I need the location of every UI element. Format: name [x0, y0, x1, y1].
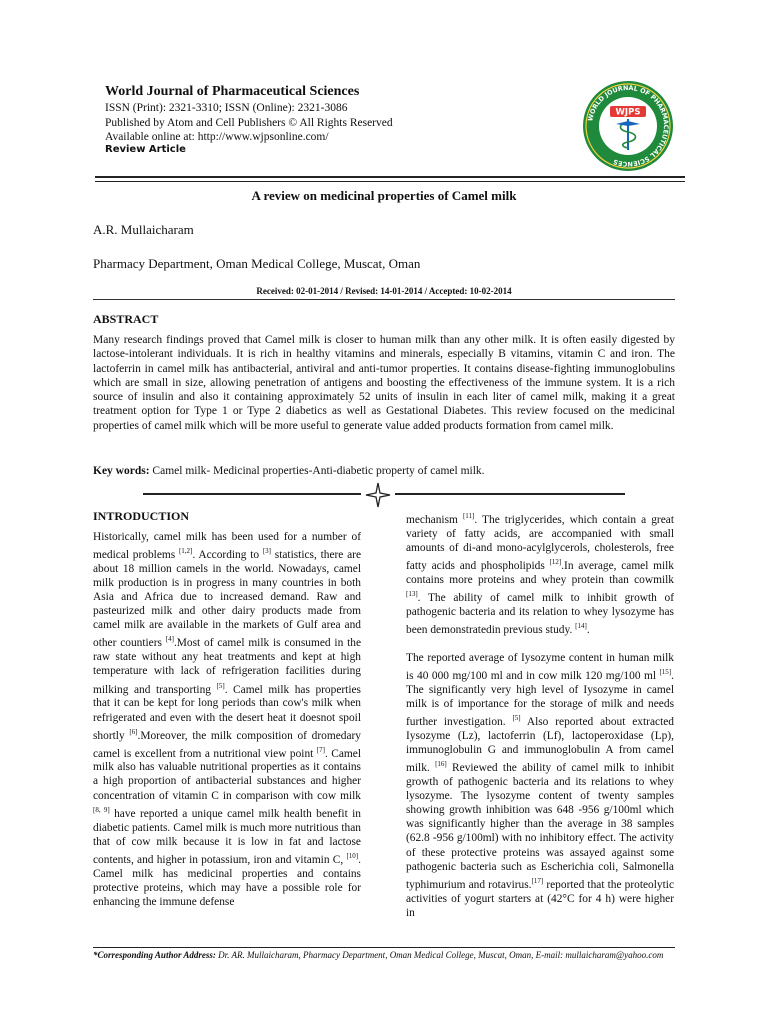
affiliation: Pharmacy Department, Oman Medical College, Muscat, Oman [93, 256, 421, 271]
paper-title: A review on medicinal properties of Camel milk [251, 188, 517, 203]
citation-marker: [16] [435, 760, 447, 769]
introduction-heading: INTRODUCTION [93, 509, 190, 523]
keywords [93, 465, 485, 477]
article-dates: Received: 02-01-2014 / Revised: 14-01-2014 / Accepted: 10-02-2014 [256, 286, 512, 296]
star-ornament-icon [365, 482, 391, 508]
article-type: Review Article [105, 144, 186, 155]
keywords-label: Key words: [93, 465, 150, 477]
citation-marker: [7] [316, 745, 325, 754]
journal-logo [582, 80, 674, 172]
footnote-text: Dr. AR. Mullaicharam, Pharmacy Department, Oman Medical College, Muscat, Oman, E-mail: mullaicharam@yahoo.com [218, 950, 664, 960]
logo-ring-text: WORLD JOURNAL OF PHARMACEUTICAL SCIENCES [586, 83, 671, 169]
citation-marker: [17] [531, 876, 544, 885]
header-rule-thin [95, 181, 685, 182]
journal-title: World Journal of Pharmaceutical Sciences [105, 84, 360, 99]
availability-line: Available online at: http://www.wjpsonline.com/ [105, 131, 329, 143]
ornament-line-right [395, 493, 625, 495]
footnote-rule [93, 947, 675, 948]
publisher-line: Published by Atom and Cell Publishers © All Rights Reserved [105, 117, 393, 129]
citation-marker: [11] [462, 512, 475, 520]
citation-marker: [4] [165, 635, 174, 644]
abstract-text: Many research findings proved that Camel milk is closer to human milk than any other milk. It is often easily digested by lactose-intolerant individuals. It is rich in healthy vitamins and minerals, especially B vitamins, vitamin C and iron. The lactoferrin in camel milk has antibacterial, antiviral and anti-tumor properties. It contains disease-fighting immunoglobulins which are small in size, allowing penetration of antigens and boosting the effectiveness of the immune system. It is a rich source of insulin and also it containing approximately 52 units of insulin in each liter of camel milk, making it a great treatment option for Type 1 or Type 2 diabetics as well as Gestational Diabetes. This review focused on the medicinal properties of camel milk which will be more useful to generate value added products formation from camel milk. [93, 334, 675, 432]
citation-marker: [12] [549, 558, 562, 567]
issn-line: ISSN (Print): 2321-3310; ISSN (Online): 2321-3086 [105, 102, 348, 114]
header-rule [95, 176, 685, 178]
intro-right-paragraph-2: The reported average of Iysozyme content in human milk is 40 000 mg/100 ml and in cow milk 120 mg/100 ml [15]. The significantly very high level of Iysozyme in camel milk is of importance for the storage of milk and needs further investigation. [5] Also reported about extracted Iysozyme (Lz), lactoferrin (Lf), lactoperoxidase (Lp), immunoglobulin G and immunoglobulin A from camel milk. [16] Reviewed the ability of camel milk to inhibit growth of pathogenic bacteria and its relations to whey lysozyme. The lysozyme content of twenty samples showing growth inhibition was 648 -956 g/100ml which was significantly higher than the average in 38 samples (62.8 -956 g/100ml) with no inhibitory effect. The activity of these protective proteins was assayed against some pathogenic bacteria such as Escherichia coli, Salmonella typhimurium and rotavirus.[17] reported that the proteolytic activities of yogurt starters at (42°C for 4 h) were higher in [406, 651, 674, 919]
author: A.R. Mullaicharam [93, 222, 194, 237]
dates-rule [93, 299, 675, 300]
citation-marker: [13] [406, 590, 418, 599]
intro-right-column [406, 509, 674, 920]
citation-marker: [5] [512, 714, 521, 723]
citation-marker: [15] [659, 668, 672, 677]
ornament-line-left [143, 493, 361, 495]
corresponding-author-note [93, 950, 675, 961]
citation-marker: [14] [575, 622, 587, 631]
keywords-text: Camel milk- Medicinal properties-Anti-diabetic property of camel milk. [152, 465, 485, 477]
citation-marker: [5] [216, 681, 225, 690]
intro-left-column [93, 530, 361, 909]
citation-marker: [1,2] [178, 547, 193, 556]
citation-marker: [10] [346, 851, 359, 860]
abstract-heading: ABSTRACT [93, 312, 159, 326]
intro-right-paragraph-1: mechanism [11]. The triglycerides, which contain a great variety of fatty acids, are accompanied with small amounts of di-and mono-acylglycerols, cholesterols, free fatty acids and phospholipids [12].In average, camel milk contains more proteins and whey protein than cowmilk [13]. The ability of camel milk to inhibit growth of pathogenic bacteria and its relation to whey lysozyme has been demonstratedin previous study. [14]. [406, 512, 674, 636]
citation-marker: [3] [262, 547, 271, 556]
intro-left-text: Historically, camel milk has been used for a number of medical problems [1,2]. According to [3] statistics, there are about 18 million camels in the world. Nowadays, camel milk production is in progress in many countries in both Asia and Africa due to increased demand. Raw and pasteurized milk and other dairy products made from camel milk are available in the markets of Gulf area and other countiers [4].Most of camel milk is consumed in the raw state without any heat treatments and kept at high temperature with lack of refrigeration facilities during milking and transporting [5]. Camel milk has properties that it can be kept for long periods than cow's milk when refrigerated and even with the desert heat it doesnot spoil shortly [6].Moreover, the milk composition of dromedary camel is excellent from a nutritional view point [7]. Camel milk also has valuable nutritional properties as it contains a high proportion of antibacterial substances and higher concentration of vitamin C in comparison with cow milk [8, 9] have reported a unique camel milk health benefit in diabetic patients. Camel milk is much more nutritious than that of cow milk because it is low in fat and lactose contents, and higher in potassium, iron and vitamin C, [10]. Camel milk has medicinal properties and contains protective proteins, which may have a possible role for enhancing the immune defense [93, 531, 362, 908]
footnote-label: *Corresponding Author Address: [93, 950, 216, 960]
citation-marker: [8, 9] [93, 805, 110, 814]
logo-text: WJPS [615, 107, 641, 118]
citation-marker: [6] [129, 727, 138, 736]
